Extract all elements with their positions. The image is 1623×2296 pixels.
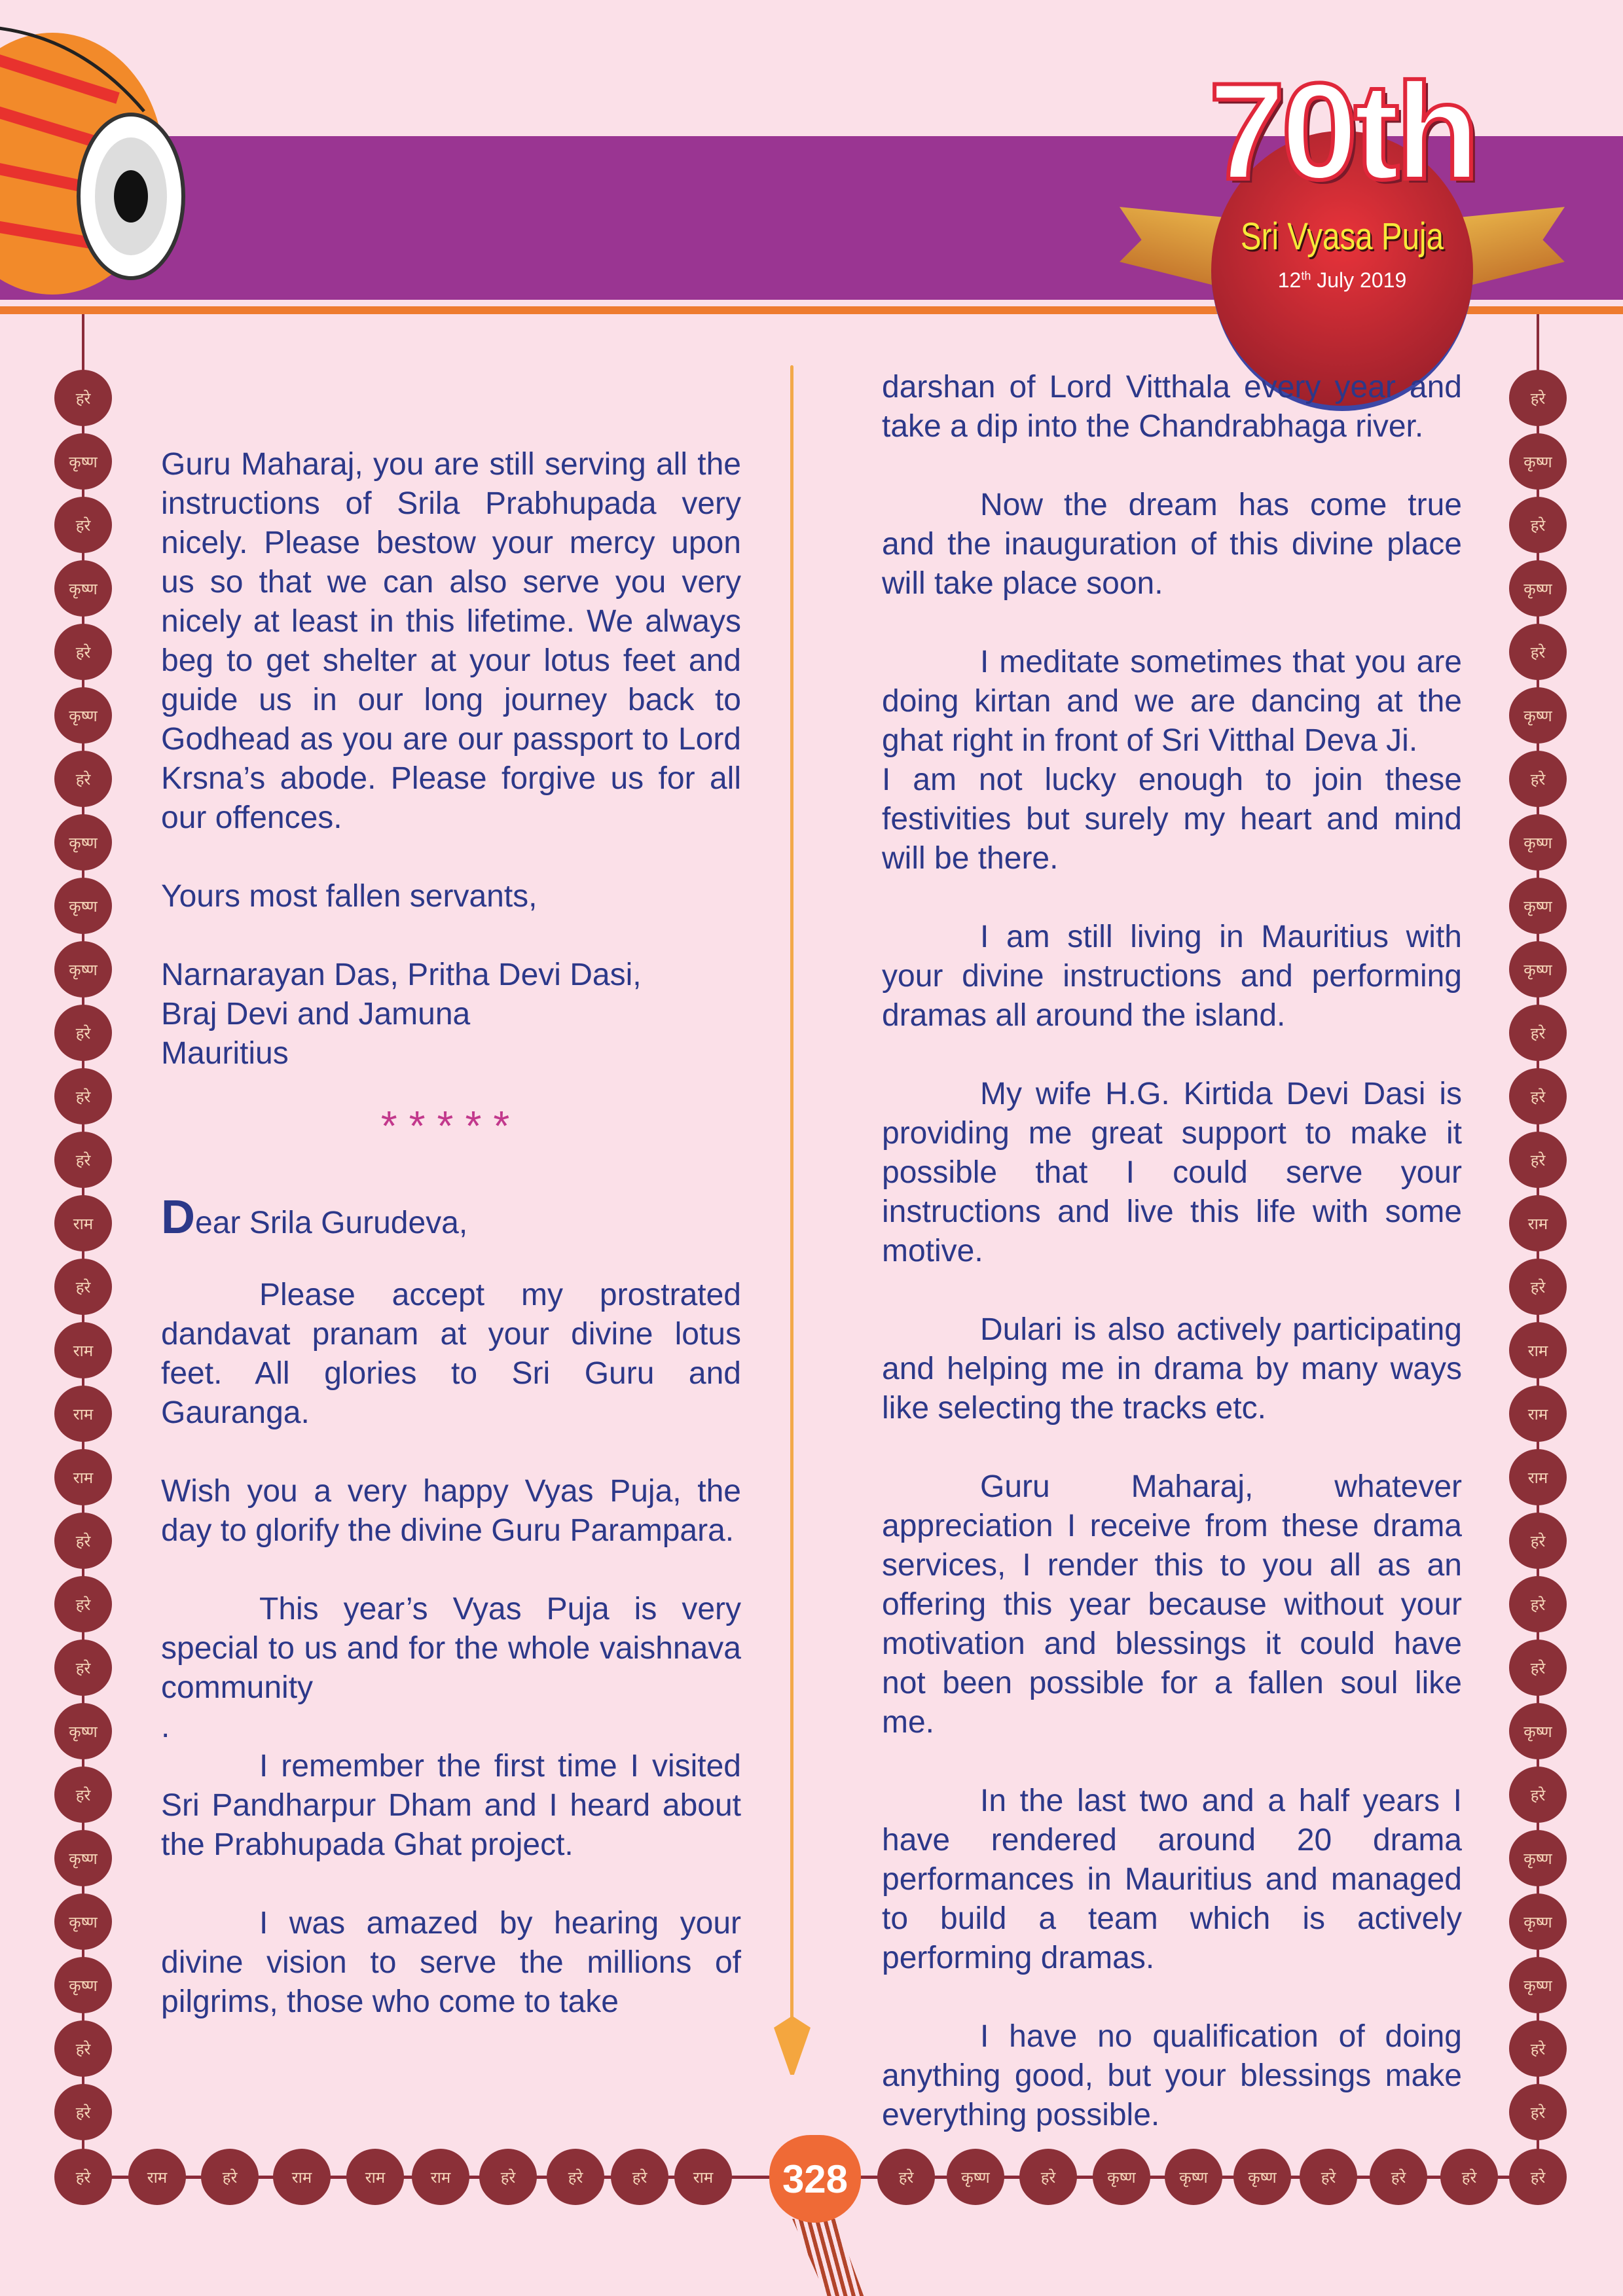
- salutation-text: ear Srila Gurudeva,: [195, 1206, 468, 1240]
- japa-bead: कृष्ण: [1509, 1893, 1567, 1950]
- japa-bead: हरे: [54, 1068, 112, 1124]
- left-paragraph-4: This year’s Vyas Puja is very special to us and for the whole vaishnava community: [161, 1592, 741, 1705]
- japa-bead: हरे: [1509, 2084, 1567, 2140]
- left-paragraph-5: I remember the first time I visited Sri Pandharpur Dham and I heard about the Prabhupada Ghat project.: [161, 1749, 741, 1862]
- japa-bead: हरे: [1300, 2149, 1357, 2205]
- 70th-vyasa-puja-logo: [1106, 52, 1578, 353]
- right-paragraph-4: I am still living in Mauritius with your divine instructions and performing dramas all around the island.: [882, 920, 1462, 1033]
- japa-bead: हरे: [1509, 1767, 1567, 1823]
- japa-bead: हरे: [54, 1259, 112, 1315]
- japa-bead: हरे: [1509, 1513, 1567, 1569]
- japa-bead: राम: [1509, 1195, 1567, 1251]
- japa-bead: हरे: [547, 2149, 604, 2205]
- divider-drop-ornament: [774, 2016, 811, 2075]
- japa-bead: राम: [54, 1386, 112, 1442]
- right-paragraph-7: Guru Maharaj, whatever appreciation I receive from these drama services, I render this to you all as an offering this year because without your motivation and blessings it could have not been possible for a fallen soul like me.: [882, 1469, 1462, 1740]
- signature-block: [161, 956, 741, 1073]
- japa-bead: कृष्ण: [54, 878, 112, 934]
- japa-bead: कृष्ण: [1509, 433, 1567, 490]
- japa-bead: राम: [54, 1449, 112, 1505]
- right-paragraph-1: darshan of Lord Vitthala every year and take a dip into the Chandrabhaga river.: [882, 370, 1462, 444]
- japa-bead: हरे: [54, 624, 112, 680]
- japa-bead: कृष्ण: [54, 1893, 112, 1950]
- japa-bead: हरे: [54, 751, 112, 807]
- japa-bead: हरे: [1509, 497, 1567, 553]
- japa-bead: कृष्ण: [54, 1830, 112, 1886]
- right-paragraph-2: Now the dream has come true and the inauguration of this divine place will take place soon.: [882, 488, 1462, 601]
- japa-bead: कृष्ण: [1509, 941, 1567, 997]
- right-paragraph-5: My wife H.G. Kirtida Devi Dasi is providing me great support to make it possible that I could serve your instructions and live this life with some motive.: [882, 1077, 1462, 1268]
- japa-bead: कृष्ण: [1509, 1830, 1567, 1886]
- japa-bead: कृष्ण: [54, 1703, 112, 1759]
- japa-bead: हरे: [1509, 1068, 1567, 1124]
- japa-bead: राम: [1509, 1322, 1567, 1378]
- right-paragraph-9: I have no qualification of doing anything good, but your blessings make everything possible.: [882, 2019, 1462, 2132]
- japa-bead: हरे: [1509, 751, 1567, 807]
- japa-bead: कृष्ण: [54, 814, 112, 870]
- japa-bead: हरे: [1509, 2149, 1567, 2205]
- japa-bead: राम: [346, 2149, 404, 2205]
- japa-bead: हरे: [1509, 1005, 1567, 1061]
- separator-stars: *****: [380, 1102, 522, 1149]
- japa-bead: हरे: [1509, 370, 1567, 426]
- japa-bead: कृष्ण: [1233, 2149, 1291, 2205]
- japa-bead: राम: [674, 2149, 732, 2205]
- left-paragraph-1: Guru Maharaj, you are still serving all the instructions of Srila Prabhupada very nicely. Please bestow your mercy upon us so that we can also serve you very nicely at least in this lifetime. We always beg to get shelter at your lotus feet and guide us in our long journey back to Godhead as you are our passport to Lord Krsna’s abode. Please forgive us for all our offences.: [161, 447, 741, 835]
- japa-bead: राम: [128, 2149, 186, 2205]
- japa-bead: हरे: [54, 1005, 112, 1061]
- japa-bead: राम: [1509, 1386, 1567, 1442]
- japa-bead: हरे: [479, 2149, 537, 2205]
- signature-line-3: Mauritius: [161, 1036, 289, 1071]
- event-date: [1106, 268, 1578, 293]
- japa-bead: कृष्ण: [1509, 878, 1567, 934]
- japa-bead: हरे: [1509, 1132, 1567, 1188]
- japa-bead: कृष्ण: [54, 560, 112, 617]
- salutation: [161, 1191, 741, 1244]
- japa-bead: कृष्ण: [1509, 687, 1567, 744]
- right-paragraph-6: Dulari is also actively participating and helping me in drama by many ways like selecting the tracks etc.: [882, 1312, 1462, 1426]
- right-paragraph-8: In the last two and a half years I have rendered around 20 drama performances in Mauritius and managed to build a team which is actively performing dramas.: [882, 1784, 1462, 1975]
- japa-bead: हरे: [877, 2149, 935, 2205]
- tassel-icon: [792, 2219, 864, 2296]
- japa-bead: कृष्ण: [1509, 1703, 1567, 1759]
- japa-bead: राम: [1509, 1449, 1567, 1505]
- japa-bead: हरे: [201, 2149, 259, 2205]
- closing-line: Yours most fallen servants,: [161, 879, 538, 914]
- japa-bead: कृष्ण: [54, 1957, 112, 2013]
- drop-cap: D: [161, 1191, 195, 1244]
- page-number: 328: [769, 2135, 861, 2223]
- japa-bead: हरे: [1440, 2149, 1498, 2205]
- left-paragraph-2: Please accept my prostrated dandavat pranam at your divine lotus feet. All glories to Sri Guru and Gauranga.: [161, 1278, 741, 1430]
- signature-line-1: Narnarayan Das, Pritha Devi Dasi,: [161, 958, 642, 992]
- japa-bead: राम: [54, 1195, 112, 1251]
- japa-bead: कृष्ण: [1509, 1957, 1567, 2013]
- japa-bead: हरे: [54, 497, 112, 553]
- japa-bead: हरे: [54, 1576, 112, 1632]
- signature-line-2: Braj Devi and Jamuna: [161, 997, 471, 1031]
- japa-bead: हरे: [54, 2084, 112, 2140]
- japa-bead: कृष्ण: [54, 433, 112, 490]
- japa-bead: हरे: [54, 1640, 112, 1696]
- date-suffix: th: [1301, 269, 1311, 283]
- left-stray-period: .: [161, 1710, 170, 1744]
- left-paragraph-6: I was amazed by hearing your divine vision to serve the millions of pilgrims, those who come to take: [161, 1906, 741, 2019]
- japa-bead: हरे: [611, 2149, 668, 2205]
- japa-bead: कृष्ण: [1093, 2149, 1150, 2205]
- event-title: Sri Vyasa Puja: [1240, 215, 1444, 258]
- japa-bead: हरे: [54, 370, 112, 426]
- left-paragraph-3: Wish you a very happy Vyas Puja, the day to glorify the divine Guru Parampara.: [161, 1474, 741, 1548]
- japa-bead: राम: [54, 1322, 112, 1378]
- anniversary-number: 70th: [1209, 54, 1476, 208]
- japa-bead: हरे: [54, 2149, 112, 2205]
- japa-bead: कृष्ण: [1165, 2149, 1222, 2205]
- right-paragraph-3b: I am not lucky enough to join these festivities but surely my heart and mind will be there.: [882, 762, 1462, 876]
- column-divider: [790, 365, 793, 2021]
- japa-bead: राम: [273, 2149, 331, 2205]
- japa-bead: हरे: [1509, 1576, 1567, 1632]
- right-column: [882, 368, 1462, 2135]
- date-month-year: July 2019: [1311, 268, 1407, 292]
- japa-bead: हरे: [1509, 2020, 1567, 2077]
- japa-bead: हरे: [1370, 2149, 1427, 2205]
- mridanga-drum-icon: [0, 0, 210, 314]
- left-column: [161, 445, 741, 2022]
- japa-bead: हरे: [1509, 624, 1567, 680]
- japa-bead: हरे: [54, 1132, 112, 1188]
- japa-bead: कृष्ण: [1509, 814, 1567, 870]
- japa-bead: राम: [412, 2149, 469, 2205]
- date-day: 12: [1277, 268, 1302, 292]
- japa-bead: कृष्ण: [947, 2149, 1004, 2205]
- right-paragraph-3: I meditate sometimes that you are doing kirtan and we are dancing at the ghat right in front of Sri Vitthal Deva Ji.: [882, 645, 1462, 758]
- japa-bead: हरे: [54, 1767, 112, 1823]
- japa-bead: कृष्ण: [1509, 560, 1567, 617]
- japa-bead: कृष्ण: [54, 941, 112, 997]
- japa-bead: हरे: [1509, 1259, 1567, 1315]
- japa-bead: हरे: [54, 2020, 112, 2077]
- japa-bead: हरे: [1509, 1640, 1567, 1696]
- japa-bead: हरे: [1019, 2149, 1077, 2205]
- japa-bead: हरे: [54, 1513, 112, 1569]
- japa-bead: कृष्ण: [54, 687, 112, 744]
